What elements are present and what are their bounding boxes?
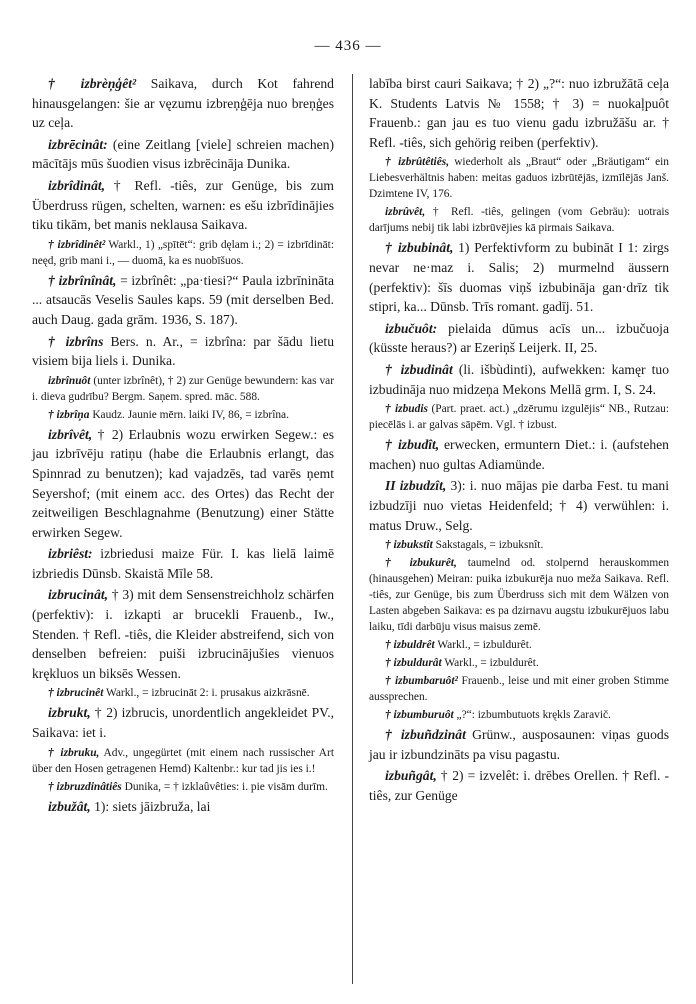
dictionary-entry bbox=[369, 725, 669, 764]
entry-text: (Part. praet. act.) „dzērumu izgulējis“ NB., Rutzau: piecēlās i. ar galvas sāpēm. Vgl. † izbust. bbox=[369, 403, 669, 432]
entry-headword: † izbrucinêt bbox=[48, 687, 104, 700]
entry-text: Adv., ungegürtet (mit einem nach russischer Art über den Hosen getragenen Hemd) Kaltenbr.: kur tad jis ies i.! bbox=[32, 746, 334, 775]
entry-text: Kaudz. Jaunie mērn. laiki IV, 86, = izbrîna. bbox=[89, 408, 289, 421]
entry-text: labība birst cauri Saikava; † 2) „?“: nuo izbružātā ceļa K. Students Latvis № 1558; † 3) = nuokaļpuôt Frauenb.: gan jau es tuo vienu gadu izbružāšu ar. † Refl. -tiês, sich gehörig reiben (perfektiv). bbox=[369, 76, 669, 150]
dictionary-entry bbox=[369, 637, 669, 653]
entry-headword: † izbumbaruôt² bbox=[385, 675, 458, 688]
dictionary-entry bbox=[369, 154, 669, 202]
entry-text: Grünw., ausposaunen: viņas guods jau ir izbundzināts pa visu pagastu. bbox=[369, 727, 669, 762]
entry-text: (eine Zeitlang [viele] schreien machen) mācītājs mūs šuodien visus izbrēcināja Dunika. bbox=[32, 136, 334, 172]
entry-headword: izbrîvêt, bbox=[48, 426, 93, 442]
entry-text: Sakstagals, = izbuksnît. bbox=[432, 539, 544, 552]
entry-headword: † izbuldrêt bbox=[385, 639, 435, 652]
dictionary-entry bbox=[369, 655, 669, 671]
entry-text: erwecken, ermuntern Diet.: i. (aufstehen machen) nuo gultas Adiamünde. bbox=[369, 437, 669, 472]
entry-text: † Refl. -tiês, zur Genüge, bis zum Überdruss rügen, schelten, warnen: es ešu izbrīdinājies tiku tikām, bet manis neklausa Saikava. bbox=[32, 177, 334, 233]
entry-headword: izbrîdinât, bbox=[48, 177, 106, 193]
dictionary-entry bbox=[32, 425, 334, 543]
dictionary-entry bbox=[369, 435, 669, 474]
entry-text: pielaida dūmus acīs un... izbučuoja (küsste heraus?) ar Ezeriņš Leijerk. II, 25. bbox=[369, 320, 669, 356]
entry-text: Frauenb., leise und mit einer groben Stimme aussprechen. bbox=[369, 675, 669, 704]
entry-text: † 2) izbrucis, unordentlich angekleidet PV., Saikava: iet i. bbox=[32, 705, 334, 741]
entry-text: taumelnd od. stolpernd herauskommen (hinausgehen) Meiran: puika izbukurēja nuo meža Saikava. Refl. -tiês, zur Genüge, bis zum Überdruss sich mit dem Wälzen von Lasten abgeben Saikava: es pa dzirnavu augstu izbukurējuos labu laiku, tīdi darbūju visus maisus zemē. bbox=[369, 557, 670, 634]
entry-text: Dunika, = † izklaûvêties: i. pie visām durīm. bbox=[121, 780, 328, 793]
entry-text: Warkl., = izbuldurêt. bbox=[434, 639, 532, 652]
dictionary-entry bbox=[32, 585, 334, 683]
dictionary-entry bbox=[369, 537, 669, 553]
dictionary-entry bbox=[32, 176, 334, 235]
dictionary-entry bbox=[369, 238, 669, 316]
entry-text: † 2) = izvelêt: i. drēbes Orellen. † Refl. -tiês, zur Genüge bbox=[369, 768, 669, 803]
entry-headword: † izbrîņa bbox=[48, 408, 90, 421]
dictionary-entry bbox=[32, 135, 334, 174]
dictionary-entry bbox=[369, 401, 669, 433]
dictionary-entry bbox=[32, 685, 334, 701]
entry-text: (unter izbrînêt), † 2) zur Genüge bewundern: kas var i. dieva gudrību? Bergm. Saņem. spred. māc. 588. bbox=[32, 374, 334, 403]
right-column bbox=[369, 74, 669, 807]
entry-headword: II izbudzît, bbox=[385, 478, 447, 494]
entry-text: Warkl., 1) „spītēt“: grib dęlam i.; 2) = izbrīdināt: neęd, grib mani i., — duomā, ka es nuobīšuos. bbox=[32, 238, 334, 267]
entry-text: 1) Perfektivform zu bubināt I 1: zirgs nevar ne·maz i. Salis; 2) murmelnd äussern (perfektiv): šīs duomas viņš izbubināja gan·drīz tik stipri, ka... Dūnsb. Trīs romant. gadīj. 51. bbox=[369, 240, 670, 315]
entry-text: = izbrînêt: „pa·tiesi?“ Paula izbrīnināta ... atsaucās Veselis Saules kaps. 59 (mit derselben Bed. auch Daug. gada grām. 1936, S. 187). bbox=[32, 272, 334, 327]
entry-headword: † izbrîdinêt² bbox=[48, 238, 106, 251]
entry-headword: izbuñgât, bbox=[385, 768, 437, 784]
entry-text: Warkl., = izbrucināt 2: i. prusakus aizkrāsnē. bbox=[103, 687, 310, 700]
entry-headword: izbužât, bbox=[48, 798, 91, 814]
entry-text: 3): i. nuo mājas pie darba Fest. tu mani izbudzīji nuo vietas Heidenfeld; † 4) verwühlen: i. matus Druw., Selg. bbox=[369, 478, 669, 533]
entry-headword: † izbukurêt, bbox=[385, 557, 457, 570]
entry-headword: † izbruzdinâtiês bbox=[48, 780, 122, 793]
entry-headword: izbrûvêt, bbox=[385, 206, 426, 219]
entry-headword: izbriêst: bbox=[48, 546, 93, 562]
entry-text: izbriedusi maize Für. I. kas lielā laimē izbriedis Dūnsb. Skaistā Mīle 58. bbox=[32, 546, 334, 581]
entry-headword: izbrînuôt bbox=[48, 374, 91, 387]
entry-headword: † izbukstît bbox=[385, 539, 433, 552]
entry-headword: † izbrèņģêt² bbox=[48, 76, 137, 91]
dictionary-entry bbox=[32, 703, 334, 742]
entry-headword: † izbudinât bbox=[385, 361, 453, 377]
dictionary-entry bbox=[369, 766, 669, 805]
dictionary-entry bbox=[32, 373, 334, 405]
entry-headword: † izbrîns bbox=[48, 333, 104, 349]
dictionary-entry bbox=[369, 319, 669, 358]
entry-text: † 3) mit dem Sensenstreichholz schärfen (perfektiv): i. izkapti ar brucekli Frauenb., Iw., Stenden. † Refl. -tiês, die Kleider abstreifend, sich von denselben befreien: puiši izbrucinājušies vienuos krękluos un biksēs Wessen. bbox=[32, 587, 334, 681]
entry-headword: † izbudis bbox=[385, 403, 428, 416]
dictionary-entry bbox=[32, 74, 334, 133]
entry-text: (li. išbùdinti), aufwekken: kamęr tuo izbudināja nuo midzeņa Mekons Mellā grm. I, S. 24. bbox=[369, 361, 670, 397]
dictionary-entry bbox=[32, 779, 334, 795]
dictionary-entry bbox=[32, 797, 334, 817]
entry-text: „?“: izbumbutuots krękls Zaravič. bbox=[453, 709, 611, 722]
dictionary-entry bbox=[32, 544, 334, 583]
entry-text: Saikava, durch Kot fahrend hinausgelangen: šie ar vęzumu izbreņģēja nuo breņģes uz ceļa. bbox=[32, 76, 334, 131]
entry-headword: izbrucinât, bbox=[48, 587, 109, 603]
dictionary-entry bbox=[32, 332, 334, 371]
dictionary-entry bbox=[369, 555, 669, 635]
dictionary-entry bbox=[369, 74, 669, 152]
entry-headword: † izbudît, bbox=[385, 437, 440, 453]
left-column bbox=[32, 74, 334, 818]
entry-headword: † izbuldurât bbox=[385, 657, 442, 670]
column-divider bbox=[352, 74, 353, 984]
entry-headword: izbučuôt: bbox=[385, 320, 438, 336]
dictionary-entry bbox=[32, 271, 334, 330]
entry-text: † 2) Erlaubnis wozu erwirken Segew.: es jau izbrīvēju ratiņu (habe die Erlaubnis erlangt, das Spinnrad zu benutzen); kad vajadzēs, tad varēs ņemt Seyershof; (mit einem acc. des Ortes) das Recht der zeitweiligen Beschlagnahme (Benutzung) einer Stätte erwirken Segew. bbox=[32, 426, 334, 540]
dictionary-entry bbox=[369, 204, 669, 236]
dictionary-entry bbox=[369, 673, 669, 705]
dictionary-entry bbox=[32, 237, 334, 269]
entry-headword: † izbuñdzinât bbox=[385, 727, 466, 743]
entry-headword: † izbrûtêtiês, bbox=[385, 156, 450, 169]
entry-text: † Refl. -tiês, gelingen (vom Gebräu): uotrais darījums nebij tik labi izbrūvējies kā pirmais Saikava. bbox=[369, 206, 669, 235]
dictionary-entry bbox=[32, 407, 334, 423]
entry-text: 1): siets jāizbruža, lai bbox=[90, 798, 211, 814]
dictionary-entry bbox=[369, 476, 669, 535]
page-number: — 436 — bbox=[314, 38, 382, 54]
entry-headword: izbrukt, bbox=[48, 705, 91, 721]
dictionary-entry bbox=[369, 707, 669, 723]
dictionary-entry bbox=[369, 360, 669, 399]
entry-text: wiederholt als „Braut“ oder „Bräutigam“ ein Liebesverhältnis haben: meitas gaduos izbrūtējās, izmīlējās Janš. Dzimtene IV, 176. bbox=[369, 156, 669, 201]
entry-headword: † izbruku, bbox=[48, 746, 100, 759]
entry-headword: † izbubinât, bbox=[385, 240, 454, 256]
entry-headword: izbrēcinât: bbox=[48, 136, 108, 152]
dictionary-entry bbox=[32, 745, 334, 777]
entry-text: Warkl., = izbuldurêt. bbox=[441, 657, 539, 670]
entry-text: Bers. n. Ar., = izbrîna: par šādu lietu visiem bija liels i. Dunika. bbox=[32, 333, 334, 369]
entry-headword: † izbrînînât, bbox=[48, 272, 117, 288]
entry-headword: † izbumburuôt bbox=[385, 709, 454, 722]
